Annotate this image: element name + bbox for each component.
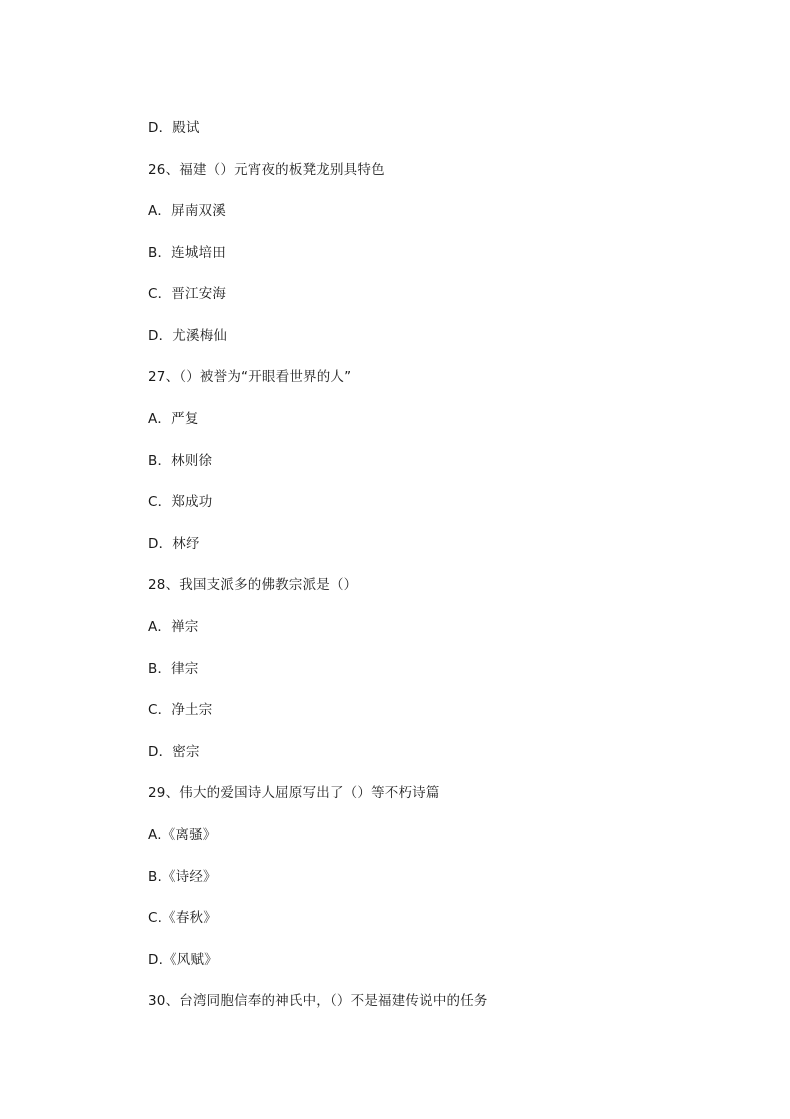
option-29-c: C.《春秋》 (148, 910, 217, 926)
option-26-b: B．连城培田 (148, 245, 226, 261)
option-25-d: D．殿试 (148, 120, 200, 136)
option-27-a: A．严复 (148, 411, 199, 427)
option-28-a: A．禅宗 (148, 619, 199, 635)
question-30: 30、台湾同胞信奉的神氏中，（）不是福建传说中的任务 (148, 993, 488, 1009)
option-28-d: D．密宗 (148, 744, 200, 760)
option-27-c: C．郑成功 (148, 494, 213, 510)
option-29-d: D.《风赋》 (148, 952, 218, 968)
option-28-c: C．净土宗 (148, 702, 213, 718)
question-27: 27、（）被誉为“开眼看世界的人” (148, 369, 352, 385)
question-29: 29、伟大的爱国诗人屈原写出了（）等不朽诗篇 (148, 785, 440, 801)
option-29-b: B.《诗经》 (148, 869, 217, 885)
option-26-d: D．尤溪梅仙 (148, 328, 228, 344)
option-26-a: A．屏南双溪 (148, 203, 226, 219)
option-27-b: B．林则徐 (148, 453, 213, 469)
option-29-a: A.《离骚》 (148, 827, 217, 843)
option-27-d: D．林纾 (148, 536, 200, 552)
option-26-c: C．晋江安海 (148, 286, 227, 302)
question-26: 26、福建（）元宵夜的板凳龙别具特色 (148, 162, 385, 178)
option-28-b: B．律宗 (148, 661, 199, 677)
question-28: 28、我国支派多的佛教宗派是（） (148, 577, 358, 593)
